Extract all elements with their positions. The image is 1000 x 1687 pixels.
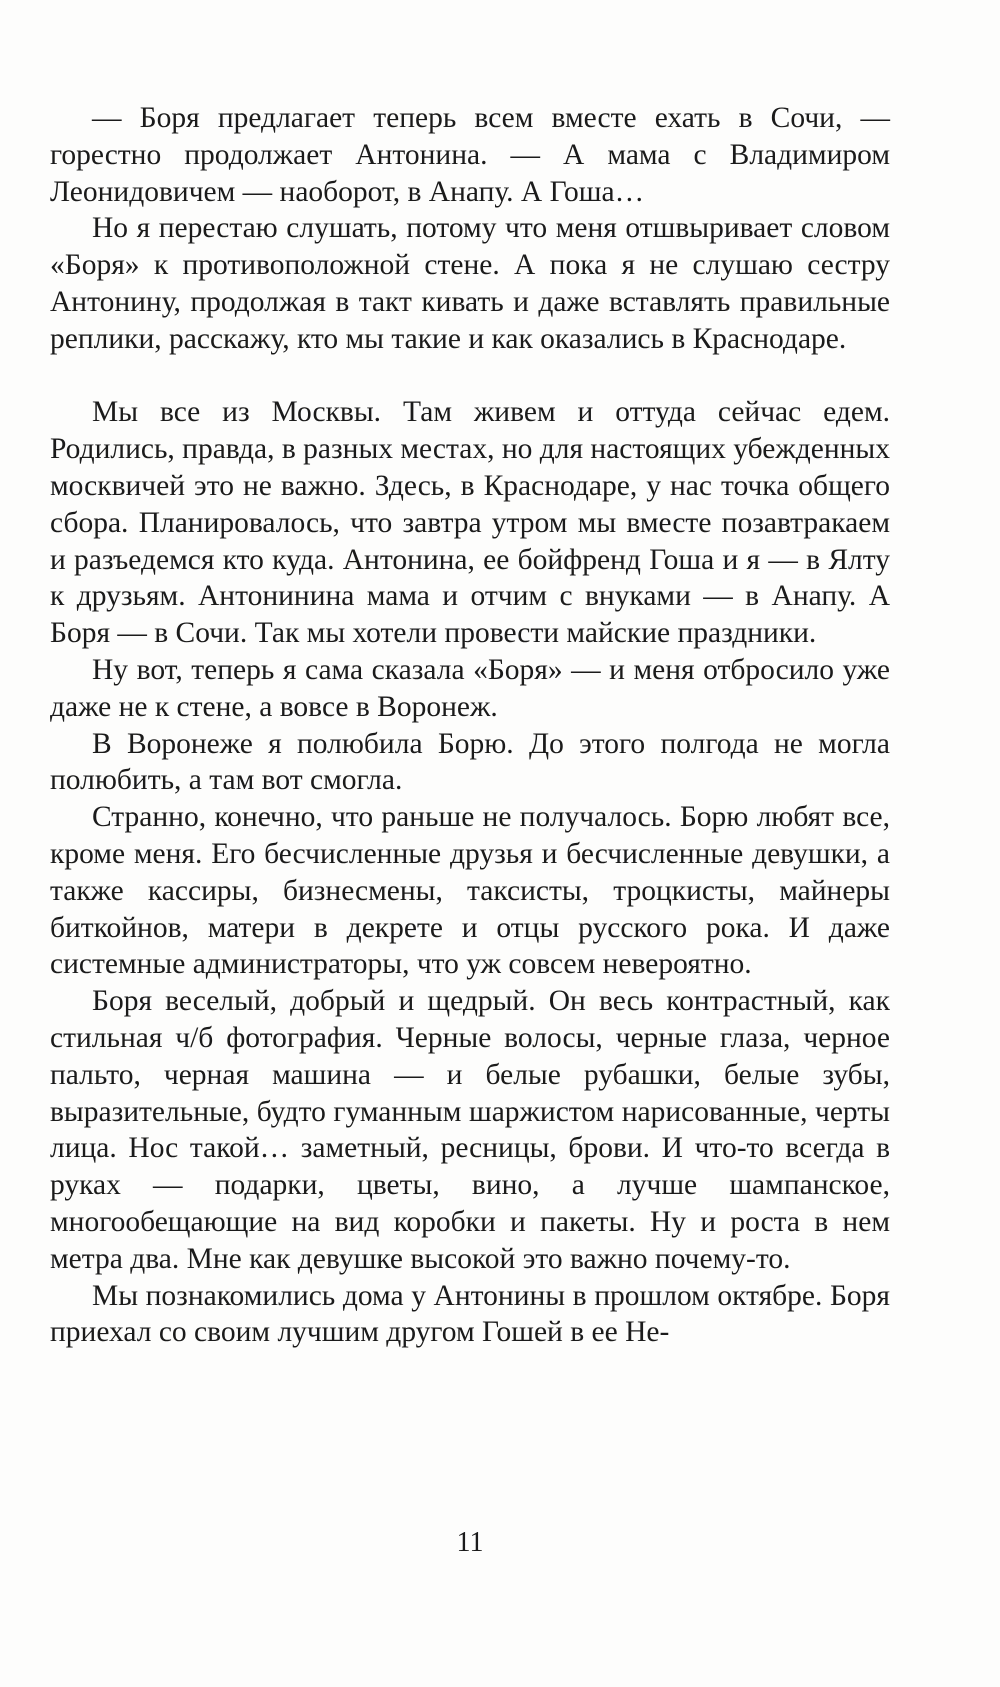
section-break — [50, 358, 890, 395]
paragraph: Странно, конечно, что раньше не получалось. Борю любят все, кроме меня. Его бесчисленные друзья и бесчисленные девушки, а также кассиры, бизнесмены, таксисты, троцкисты, майнеры биткойнов, матери в декрете и отцы русского рока. И даже системные администраторы, что уж совсем невероятно. — [50, 801, 890, 981]
paragraph: Мы познакомились дома у Антонины в прошлом октябре. Боря приехал со своим лучшим другом Гошей в ее Не- — [50, 1279, 890, 1349]
paragraph: — Боря предлагает теперь всем вместе ехать в Сочи, — горестно продолжает Антонина. — А мама с Владимиром Леонидовичем — наоборот, в Анапу. А Гоша… — [50, 102, 890, 208]
paragraph: Ну вот, теперь я сама сказала «Боря» — и меня отбросило уже даже не к стене, а вовсе в Воронеж. — [50, 653, 890, 723]
paragraph: В Воронеже я полюбила Борю. До этого полгода не могла полюбить, а там вот смогла. — [50, 727, 890, 797]
page-body-text — [50, 100, 890, 1351]
paragraph: Но я перестаю слушать, потому что меня отшвыривает словом «Боря» к противоположной стене. А пока я не слушаю сестру Антонину, продолжая в такт кивать и даже вставлять правильные реплики, расскажу, кто мы такие и как оказались в Краснодаре. — [50, 212, 890, 355]
paragraph: Мы все из Москвы. Там живем и оттуда сейчас едем. Родились, правда, в разных местах, но для настоящих убежденных москвичей это не важно. Здесь, в Краснодаре, у нас точка общего сбора. Планировалось, что завтра утром мы вместе позавтракаем и разъедемся кто куда. Антонина, ее бойфренд Гоша и я — в Ялту к друзьям. Антонинина мама и отчим с внуками — в Анапу. А Боря — в Сочи. Так мы хотели провести майские праздники. — [50, 396, 890, 650]
page-number: 11 — [456, 1527, 484, 1558]
paragraph: Боря веселый, добрый и щедрый. Он весь контрастный, как стильная ч/б фотография. Черные волосы, черные глаза, черное пальто, черная машина — и белые рубашки, белые зубы, выразительные, будто гуманным шаржистом нарисованные, черты лица. Нос такой… заметный, ресницы, брови. И что-то всегда в руках — подарки, цветы, вино, а лучше шампанское, многообещающие на вид коробки и пакеты. Ну и роста в нем метра два. Мне как девушке высокой это важно почему-то. — [50, 985, 890, 1275]
